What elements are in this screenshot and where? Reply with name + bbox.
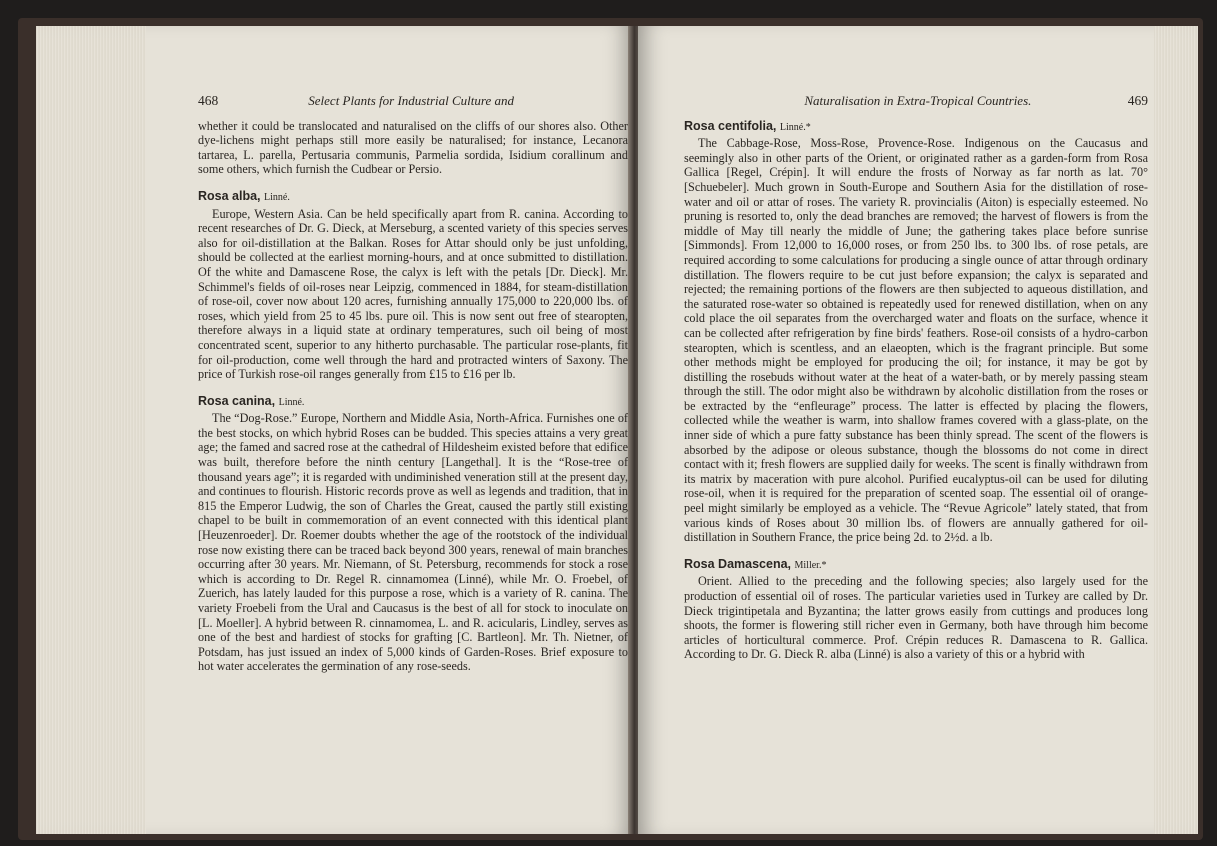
entry-text: The “Dog-Rose.” Europe, Northern and Middle Asia, North-Africa. Furnishes one of the best stocks, on which hybrid Roses can be budded. This species attains a very great age; the famed and sacred rose at the cathedral of Hildesheim existed before that edifice was built, therefore before the ninth century [Langethal]. It is the “Rose-tree of thousand years age”; it is regarded with undiminished veneration still at the present day, and continues to flourish. Historic records prove as well as legends and tradition, that in 815 the Emperor Ludwig, the son of Charles the Great, caused the partly still existing chapel to be built in commemoration of an event connected with this identical plant [Heuzenroeder]. Dr. Roemer doubts whether the age of the rootstock of the individual rose now existing there can be traced back beyond 300 years, renewal of main branches occurring after 30 years. Mr. Niemann, of St. Petersburg, recommends for stock a rose which is according to Dr. Regel R. cinnamomea (Linné), while Mr. O. Froebel, of Zuerich, has lately lauded for this purpose a rose, which is a variety of R. canina. The variety Froebeli from the Ural and Caucasus is the best of all for stock to inoculate on [L. Moeller]. A hybrid between R. cinnamomea, L. and R. acicularis, Lindley, serves as one of the best and hardiest of stocks for grafting [C. Bartleon]. Mr. Th. Nietner, of Potsdam, has just issued an index of 5,000 kinds of Garden-Roses. Brief exposure to hot water accelerates the germination of any rose-seeds. bbox=[198, 411, 628, 674]
species-author: Linné.* bbox=[779, 121, 811, 133]
entry-rosa-damascena bbox=[684, 557, 1148, 662]
right-page-content bbox=[684, 94, 1148, 662]
species-name: Rosa Damascena, bbox=[684, 556, 792, 571]
species-name: Rosa canina, bbox=[198, 393, 276, 408]
entry-rosa-centifolia bbox=[684, 119, 1148, 545]
entry-rosa-canina bbox=[198, 394, 628, 674]
entry-text: Orient. Allied to the preceding and the following species; also largely used for the production of essential oil of roses. The particular varieties used in Turkey are called by Dr. Dieck trigintipetala and Byzantina; the latter grows easily from cuttings and produces long shoots, the former is flowering still richer even in Germany, both have through him become articles of horticultural commerce. Prof. Crépin reduces R. Damascena to R. Gallica. According to Dr. G. Dieck R. alba (Linné) is also a variety of this or a hybrid with bbox=[684, 574, 1148, 662]
left-page bbox=[36, 26, 632, 834]
species-author: Linné. bbox=[264, 191, 290, 203]
running-header bbox=[684, 94, 1148, 109]
intro-paragraph: whether it could be translocated and naturalised on the cliffs of our shores also. Other dye-lichens might perhaps still more easily be naturalised; for instance, Lecanora tartarea, L. parella, Pertusaria communis, Parmelia sordida, Isidium corallinum and some others, which furnish the Cudbear or Persio. bbox=[198, 118, 628, 177]
species-author: Miller.* bbox=[794, 559, 827, 571]
page-number: 468 bbox=[198, 93, 219, 108]
entry-heading bbox=[684, 119, 1148, 136]
entry-rosa-alba bbox=[198, 189, 628, 382]
page-edges bbox=[1154, 26, 1198, 834]
entry-heading bbox=[198, 394, 628, 411]
running-title: Select Plants for Industrial Culture and bbox=[308, 93, 514, 108]
right-page bbox=[638, 26, 1198, 834]
entry-text: Europe, Western Asia. Can be held specifically apart from R. canina. According to recent researches of Dr. G. Dieck, at Merseburg, a scented variety of this species serves also for oil-distillation at the Balkan. Roses for Attar should only be just unfolding, should be collected at the earliest morning-hours, and at once submitted to distillation. Of the white and Damascene Rose, the calyx is left with the petals [Dr. Dieck]. Mr. Schimmel's fields of oil-roses near Leipzig, commenced in 1884, for steam-distillation of rose-oil, cover now about 120 acres, furnishing annually 175,000 to 220,000 lbs. of roses, which yield from 25 to 45 lbs. pure oil. This is now sent out free of stearopten, therefore always in a liquid state at ordinary temperatures, such oil being of most concentrated scent, superior to any hitherto purchasable. The particular rose-plants, fit for oil-production, come well through the hard and protracted winters of Saxony. The price of Turkish rose-oil ranges generally from £15 to £16 per lb. bbox=[198, 206, 628, 382]
species-name: Rosa alba, bbox=[198, 188, 261, 203]
page-edges bbox=[36, 26, 146, 834]
species-name: Rosa centifolia, bbox=[684, 118, 777, 133]
entry-heading bbox=[198, 189, 628, 206]
left-page-content bbox=[198, 94, 628, 674]
page-number: 469 bbox=[1127, 93, 1148, 108]
species-author: Linné. bbox=[278, 396, 305, 408]
entry-text: The Cabbage-Rose, Moss-Rose, Provence-Rose. Indigenous on the Caucasus and seemingly also in other parts of the Orient, or originated rather as a garden-form from Rosa Gallica [Regel, Crépin]. It will endure the frosts of Norway as far north as lat. 70° [Schuebeler]. Much grown in South-Europe and Southern Asia for the distillation of rose-water and oil or attar of roses. The variety R. provincialis (Aiton) is especially esteemed. No pruning is resorted to, only the dead branches are removed; the harvest of flowers is from the middle of May till nearly the middle of June; the gathering takes place before sunrise [Simmonds]. From 12,000 to 16,000 roses, or from 250 lbs. to 300 lbs. of rose petals, are required according to some calculations for producing a single ounce of attar through ordinary distillation. The flowers require to be cut just before expansion; the calyx is separated and rejected; the remaining portions of the flowers are then subjected to aqueous distillation, and the saturated rose-water so obtained is repeatedly used for renewed distillation, when on any cold place the oil separates from the overcharged water and floats on the surface, whence it can be collected after refrigeration by fine birds' feathers. Rose-oil consists of a hydro-carbon stearopten, which is scentless, and an elaeopten, which is the fragrant principle. But some other methods might be employed for producing the oil; for instance, it may be got by distilling the rosebuds without water at the heat of a water-bath, or by merely passing steam through the still. The odor might also be withdrawn by alcoholic distillation from the roses or be extracted by the “enfleurage” process. The latter is effected by placing the flowers, collected while the weather is warm, into shallow frames covered with a glass-plate, on the inner side of which a pure fatty substance has been thinly spread. The scent of the flowers is absorbed by the adipose or oleous substance, though the blossoms do not come in direct contact with it; fresh flowers are supplied daily for weeks. The scent is finally withdrawn from its matrix by maceration with pure alcohol. Purified eucalyptus-oil can be used for diluting rose-oil, when it is required for the preparation of scented soap. The essential oil of orange-peel might similarly be employed as a vehicle. The “Revue Agricole” lately stated, that from various kinds of Roses about 30 million lbs. of flowers are annually gathered for oil-distillation in Southern France, the price being 2d. to 2½d. a lb. bbox=[684, 136, 1148, 545]
entry-heading bbox=[684, 557, 1148, 574]
running-header bbox=[198, 94, 628, 109]
running-title: Naturalisation in Extra-Tropical Countries. bbox=[804, 93, 1032, 108]
